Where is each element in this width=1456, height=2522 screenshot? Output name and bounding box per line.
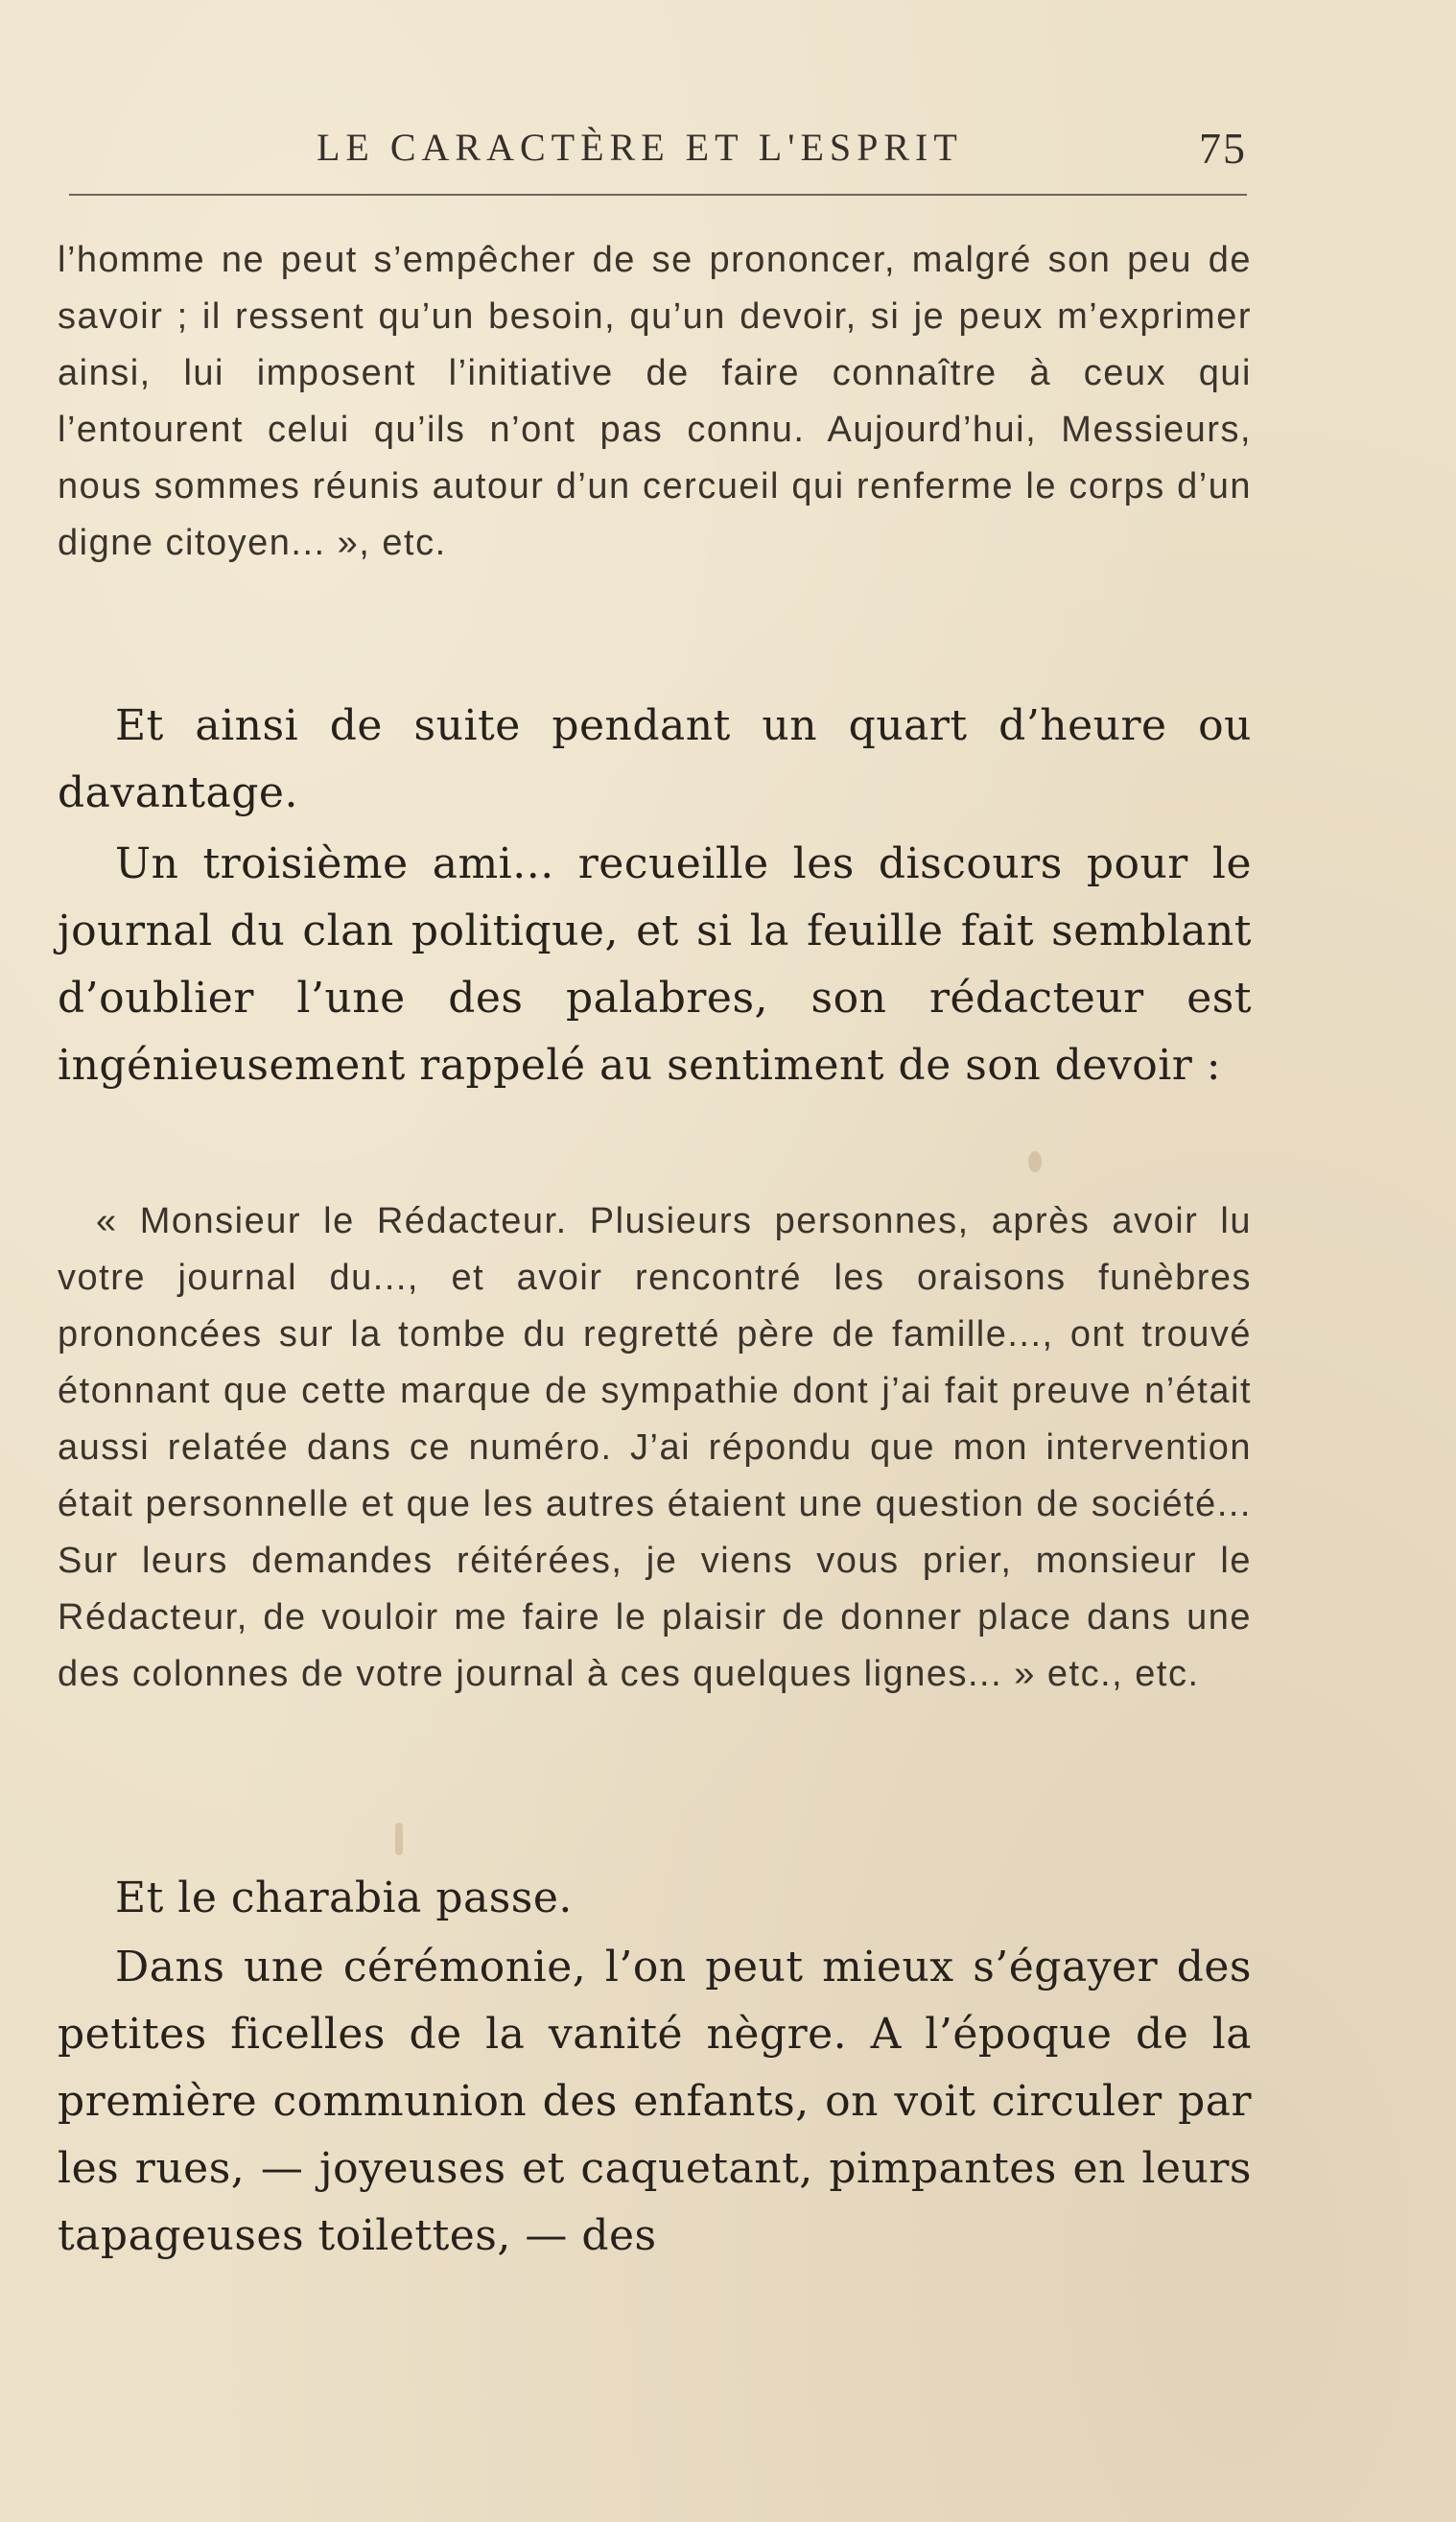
paragraph-charabia: Et le charabia passe. — [115, 1874, 573, 1922]
paragraph-and-so-on: Et ainsi de suite pendant un quart d’heure ou davantage. — [58, 701, 1252, 817]
running-head: LE CARACTÈRE ET L'ESPRIT — [317, 126, 963, 169]
page-number: 75 — [1199, 124, 1247, 173]
paragraph-ceremony: Dans une cérémonie, l’on peut mieux s’égayer des petites ficelles de la vanité nègre. A l’époque de la première communion des enfants, on voit circuler par les rues, — joyeuses et caquetant, pimpantes en leurs tapageuses toilettes, — des — [58, 1943, 1252, 2260]
header-rule — [69, 194, 1247, 196]
page-header — [58, 117, 1247, 175]
paper-stain — [395, 1823, 403, 1855]
paragraph-letter-quote: « Monsieur le Rédacteur. Plusieurs personnes, après avoir lu votre journal du..., et avoir rencontré les oraisons funèbres prononcées sur la tombe du regretté père de famille..., ont trouvé étonnant que cette marque de sympathie dont j’ai fait preuve n’était aussi relatée dans ce numéro. J’ai répondu que mon intervention était personnelle et que les autres étaient une question de société... Sur leurs demandes réitérées, je viens vous prier, monsieur le Rédacteur, de vouloir me faire le plaisir de donner place dans une des colonnes de votre journal à ces quelques lignes... » etc., etc. — [58, 1201, 1252, 1694]
paper-stain — [1028, 1151, 1042, 1172]
paragraph-third-friend: Un troisième ami... recueille les discours pour le journal du clan politique, et si la feuille fait semblant d’oublier l’une des palabres, son rédacteur est ingénieusement rappelé au sentiment de son devoir : — [58, 839, 1252, 1090]
paragraph-speech-continuation: l’homme ne peut s’empêcher de se prononcer, malgré son peu de savoir ; il ressent qu’un besoin, qu’un devoir, si je peux m’exprimer ainsi, lui imposent l’initiative de faire connaître à ceux qui l’entourent celui qu’ils n’ont pas connu. Aujourd’hui, Messieurs, nous sommes réunis autour d’un cercueil qui renferme le corps d’un digne citoyen... », etc. — [58, 240, 1252, 563]
